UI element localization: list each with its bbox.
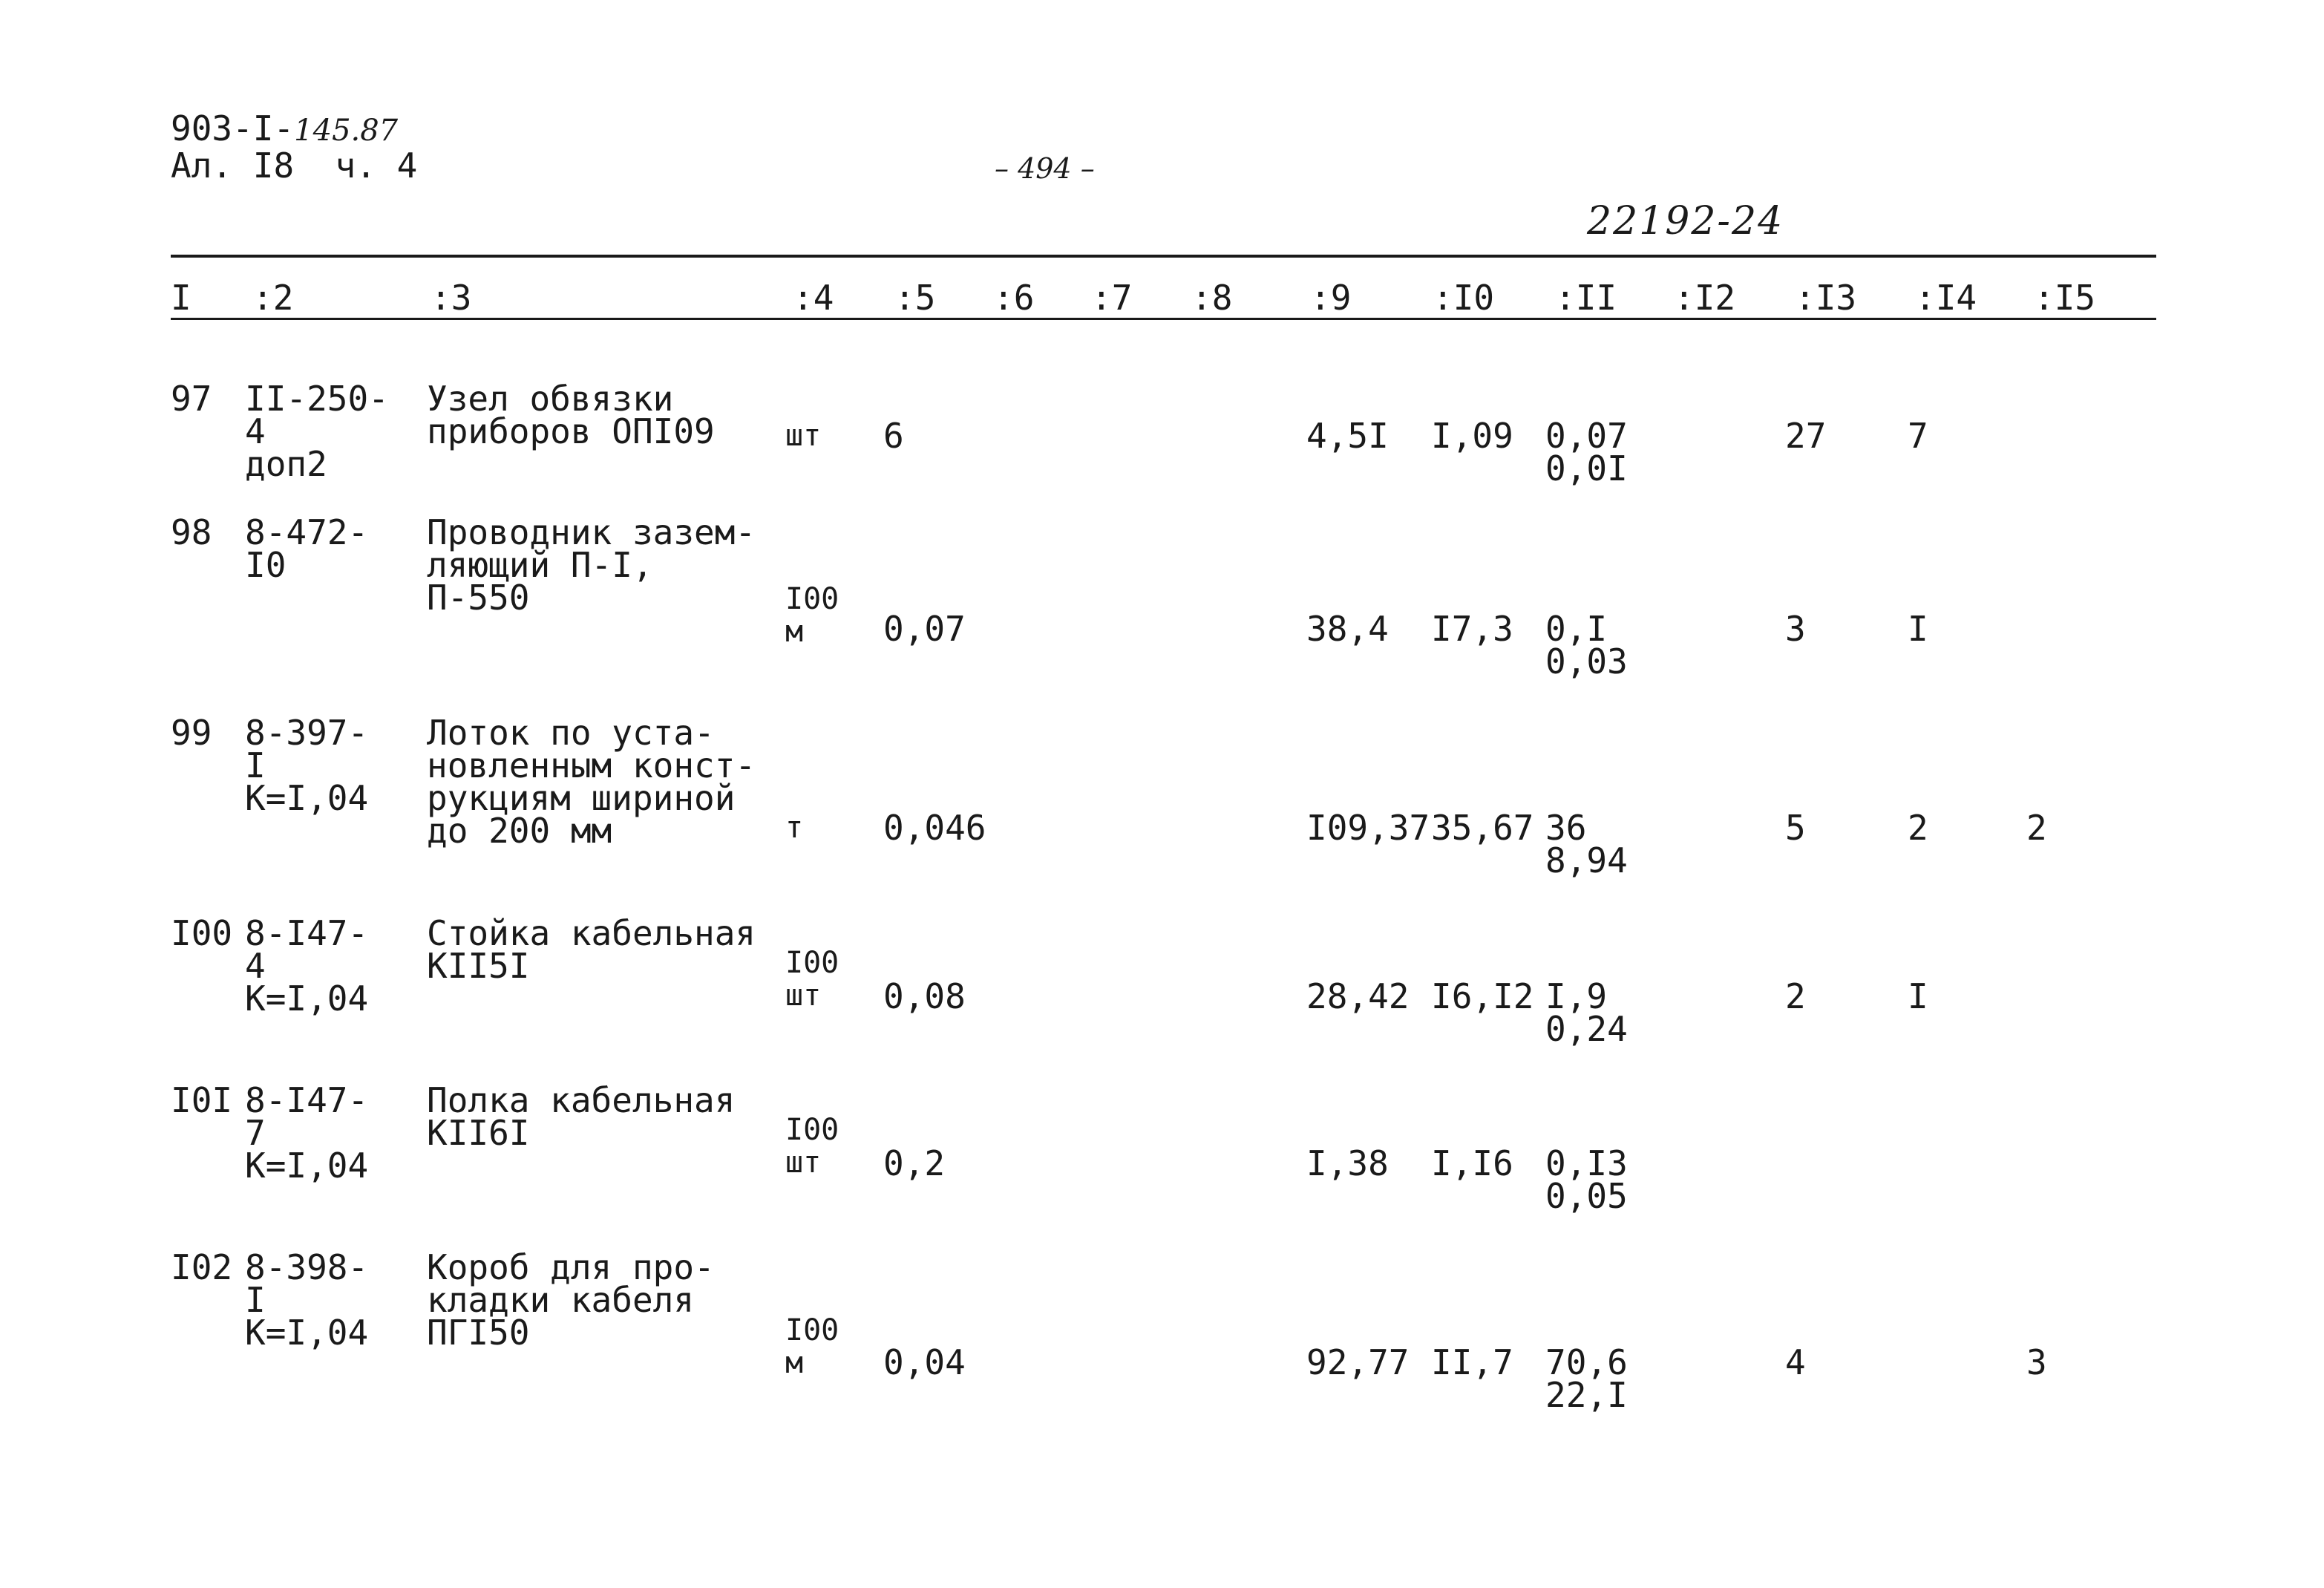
quantity: 0,08 <box>883 976 966 1016</box>
col-10-value: I,I6 <box>1431 1143 1513 1183</box>
col-13-value: 5 <box>1785 808 1806 848</box>
work-name: Проводник зазем- ляющий П-I, П-550 <box>427 512 756 618</box>
row-number: 97 <box>171 379 212 419</box>
work-name: Полка кабельная КII6I <box>427 1080 736 1153</box>
col-10-value: II,7 <box>1431 1342 1513 1382</box>
col-9-value: 4,5I <box>1306 416 1389 456</box>
column-number-7: :7 <box>1091 278 1133 318</box>
col-11-value: I,9 0,24 <box>1545 976 1628 1049</box>
column-number-12: :I2 <box>1674 278 1736 318</box>
col-13-value: 2 <box>1785 976 1806 1016</box>
rate-code: II-250- 4 доп2 <box>245 379 389 484</box>
column-number-13: :I3 <box>1795 278 1857 318</box>
work-name: Узел обвязки приборов ОПI09 <box>427 379 715 451</box>
work-name: Стойка кабельная КII5I <box>427 913 756 986</box>
column-number-4: :4 <box>793 278 834 318</box>
col-9-value: I,38 <box>1306 1143 1389 1183</box>
col-14-value: 7 <box>1908 416 1928 456</box>
column-number-3: :3 <box>431 278 472 318</box>
col-10-value: I6,I2 <box>1431 976 1534 1016</box>
col-15-value: 3 <box>2026 1342 2047 1382</box>
column-number-11: :II <box>1555 278 1617 318</box>
rate-code: 8-472- I0 <box>245 512 369 585</box>
quantity: 0,2 <box>883 1143 946 1183</box>
row-number: 98 <box>171 512 212 552</box>
row-number: 99 <box>171 713 212 753</box>
rate-code: 8-397- I К=I,04 <box>245 713 369 818</box>
page-number: – 494 – <box>995 152 1095 185</box>
col-13-value: 3 <box>1785 609 1806 649</box>
col-11-value: 0,I3 0,05 <box>1545 1143 1628 1216</box>
column-number-14: :I4 <box>1915 278 1977 318</box>
column-number-15: :I5 <box>2034 278 2096 318</box>
rate-code: 8-398- I К=I,04 <box>245 1247 369 1353</box>
col-11-value: 0,07 0,0I <box>1545 416 1628 489</box>
col-10-value: 35,67 <box>1431 808 1534 848</box>
column-number-6: :6 <box>993 278 1035 318</box>
document-number <box>171 108 399 148</box>
work-name: Лоток по уста- новленным конст- рукциям шириной до 200 мм <box>427 713 756 851</box>
unit-of-measure: I00 м <box>785 582 839 649</box>
col-11-value: 0,I 0,03 <box>1545 609 1628 682</box>
row-number: I02 <box>171 1247 233 1287</box>
row-number: I0I <box>171 1080 233 1120</box>
col-13-value: 4 <box>1785 1342 1806 1382</box>
quantity: 0,04 <box>883 1342 966 1382</box>
col-14-value: I <box>1908 976 1928 1016</box>
col-9-value: 92,77 <box>1306 1342 1410 1382</box>
sheet-label: Ал. I8 ч. 4 <box>171 146 418 186</box>
column-number-10: :I0 <box>1433 278 1495 318</box>
rate-code: 8-I47- 4 К=I,04 <box>245 913 369 1019</box>
document-number-handwritten: 145.87 <box>294 114 399 148</box>
unit-of-measure: I00 шт <box>785 1113 839 1180</box>
document-number-prefix: 903-I- <box>171 108 295 148</box>
col-11-value: 36 8,94 <box>1545 808 1628 880</box>
unit-of-measure: I00 м <box>785 1313 839 1380</box>
col-14-value: I <box>1908 609 1928 649</box>
stamp-number: 22192-24 <box>1587 199 1784 244</box>
work-name: Короб для про- кладки кабеля ПГI50 <box>427 1247 715 1353</box>
column-number-2: :2 <box>252 278 294 318</box>
column-number-9: :9 <box>1310 278 1352 318</box>
col-15-value: 2 <box>2026 808 2047 848</box>
col-13-value: 27 <box>1785 416 1827 456</box>
table-top-rule <box>171 255 2156 258</box>
unit-of-measure: т <box>785 811 804 845</box>
column-number-8: :8 <box>1191 278 1233 318</box>
rate-code: 8-I47- 7 К=I,04 <box>245 1080 369 1186</box>
unit-of-measure: I00 шт <box>785 946 839 1013</box>
column-number-1: I <box>171 278 192 318</box>
col-9-value: 38,4 <box>1306 609 1389 649</box>
col-14-value: 2 <box>1908 808 1928 848</box>
unit-of-measure: шт <box>785 419 822 453</box>
col-10-value: I7,3 <box>1431 609 1513 649</box>
row-number: I00 <box>171 913 233 953</box>
table-header-rule <box>171 318 2156 320</box>
column-number-5: :5 <box>894 278 936 318</box>
quantity: 0,07 <box>883 609 966 649</box>
quantity: 6 <box>883 416 904 456</box>
col-11-value: 70,6 22,I <box>1545 1342 1628 1415</box>
col-9-value: I09,37 <box>1306 808 1430 848</box>
col-9-value: 28,42 <box>1306 976 1410 1016</box>
col-10-value: I,09 <box>1431 416 1513 456</box>
quantity: 0,046 <box>883 808 986 848</box>
